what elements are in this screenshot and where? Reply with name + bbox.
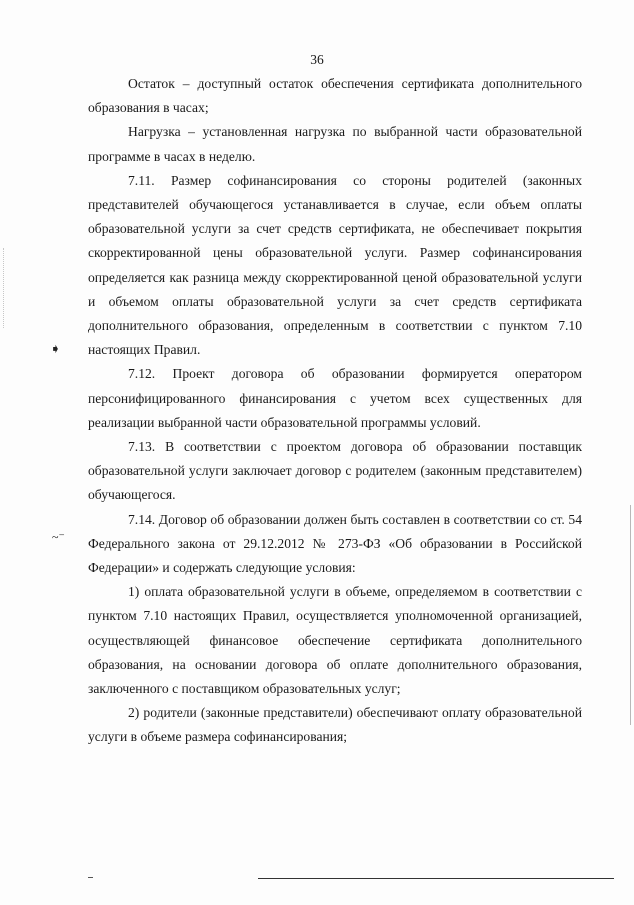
right-edge-scan-line [630, 505, 631, 725]
paragraph-7-12: 7.12. Проект договора об образовании формируется оператором персонифицированного финансирования с учетом всех существенных для реализации выбранной части образовательной программы условий. [88, 366, 582, 430]
paragraph-7-14: 7.14. Договор об образовании должен быть составлен в соответствии со ст. 54 Федерального закона от 29.12.2012 № 273-ФЗ «Об образовании в Российской Федерации» и содержать следующие условия: [88, 511, 582, 576]
margin-arrow-icon: ➧ [50, 341, 61, 356]
document-body [88, 72, 582, 750]
margin-tilde-mark: ~⁻ [52, 530, 65, 544]
paragraph-nagruzka: Нагрузка – установленная нагрузка по выбранной части образовательной программе в часах в неделю. [88, 124, 582, 164]
bottom-rule [258, 878, 614, 879]
page-number: 36 [310, 52, 324, 67]
left-edge-scan-artifact [3, 248, 6, 328]
paragraph-7-11: 7.11. Размер софинансирования со стороны родителей (законных представителей обучающегося устанавливается в случае, если объем оплаты образовательной услуги за счет средств сертификата, не обеспечивает покрытия скорректированной цены образовательной услуги. Размер софинансирования определяется как разница между скорректированной ценой образовательной услуги и объемом оплаты образовательной услуги за счет средств сертификата дополнительного образования, определенным в соответствии с пунктом 7.10 настоящих Правил. [88, 172, 582, 358]
list-item-2: 2) родители (законные представители) обеспечивают оплату образовательной услуги в объеме размера софинансирования; [88, 705, 582, 745]
paragraph-7-13: 7.13. В соответствии с проектом договора об образовании поставщик образовательной услуги заключает договор с родителем (законным представителем) обучающегося. [88, 439, 582, 503]
paragraph-ostatok: Остаток – доступный остаток обеспечения сертификата дополнительного образования в часах; [88, 76, 582, 116]
bottom-dot-mark [88, 877, 93, 878]
list-item-1: 1) оплата образовательной услуги в объеме, определяемом в соответствии с пунктом 7.10 настоящих Правил, осуществляется уполномоченной организацией, осуществляющей финансовое обеспечение сертификата дополнительного образования, на основании договора об оплате дополнительного образования, заключенного с поставщиком образовательных услуг; [88, 584, 582, 697]
